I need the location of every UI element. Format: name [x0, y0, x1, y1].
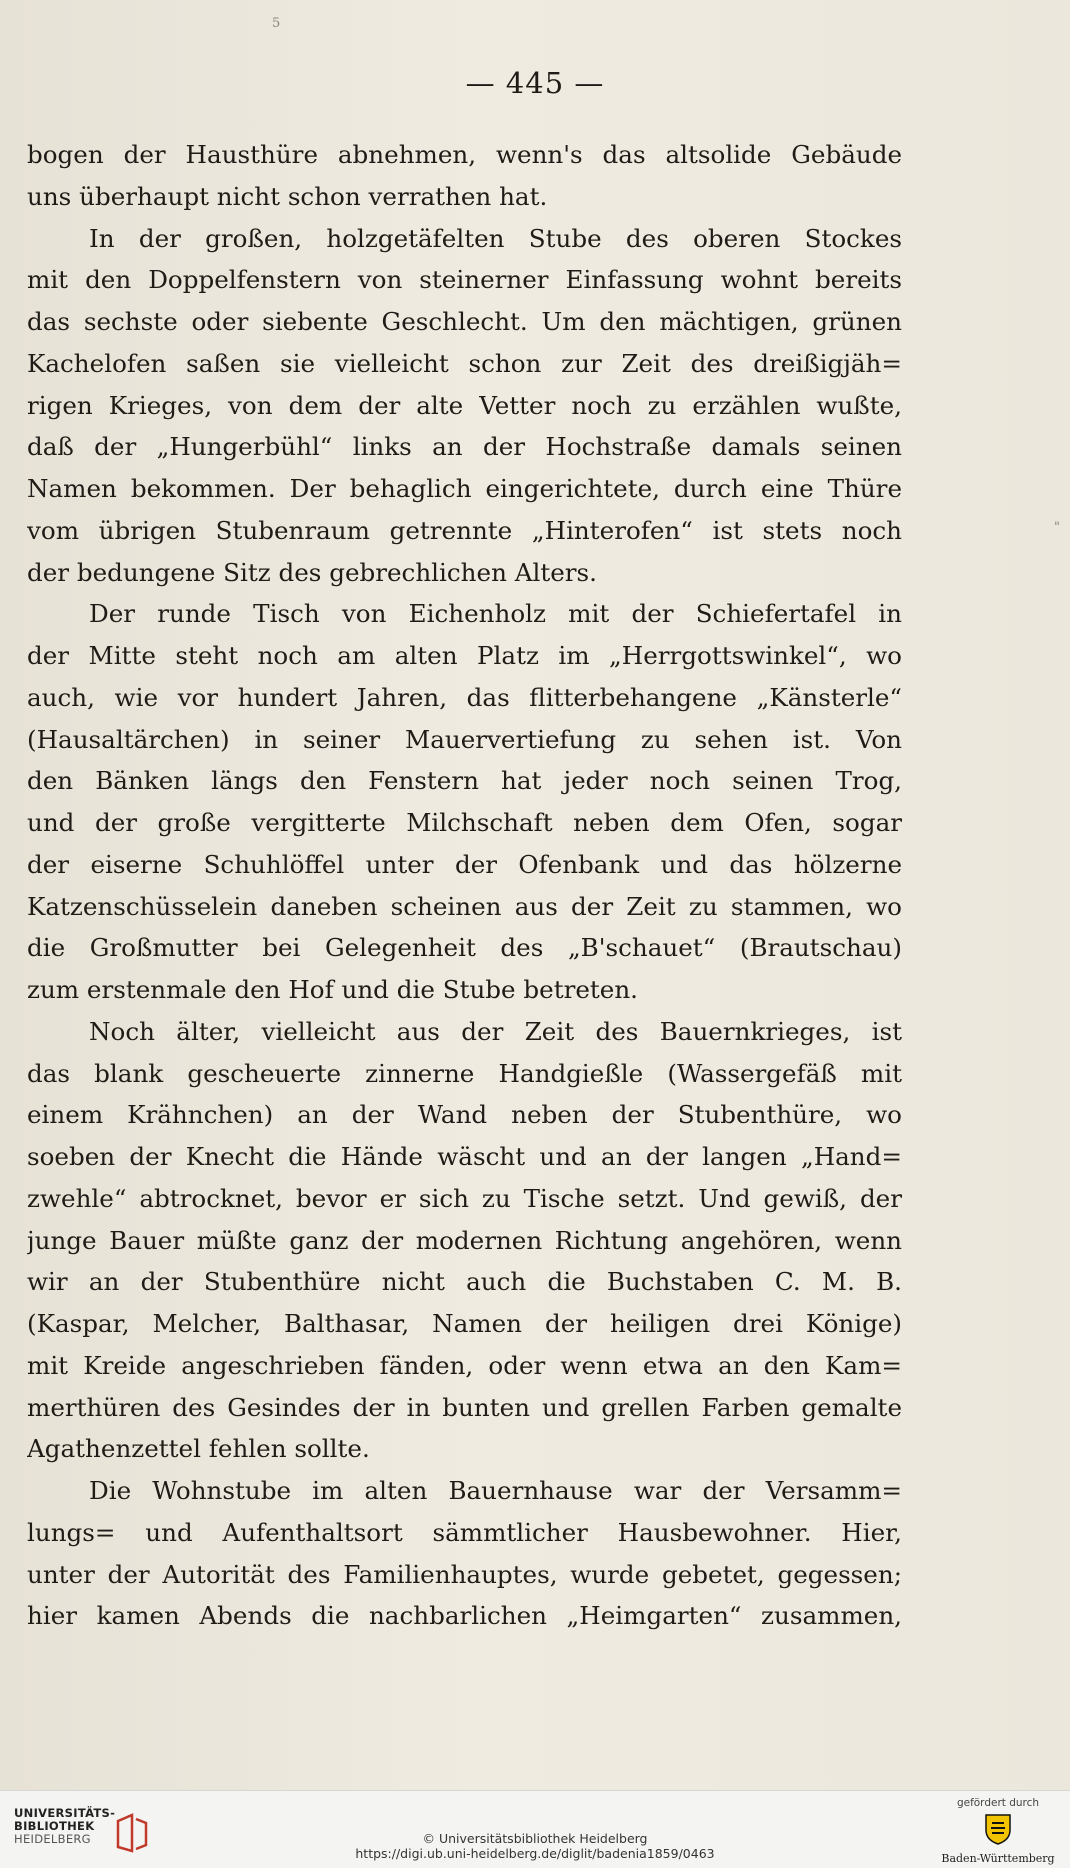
footer-bar — [0, 1790, 1070, 1868]
text-line: das sechste oder siebente Geschlecht. Um den mächtigen, grünen — [27, 307, 902, 336]
page-number: — 445 — — [465, 66, 605, 100]
text-line: (Hausaltärchen) in seiner Mauervertiefung zu sehen ist. Von — [27, 724, 902, 754]
margin-mark: " — [1054, 520, 1060, 535]
text-line: Kachelofen saßen sie vielleicht schon zur Zeit des dreißigjäh= — [27, 348, 902, 378]
state-seal-icon — [983, 1812, 1013, 1846]
copyright-text: © Universitätsbibliothek Heidelberg — [422, 1831, 648, 1846]
text-line: Der runde Tisch von Eichenholz mit der Schiefertafel in — [89, 599, 902, 629]
text-line: hier kamen Abends die nachbarlichen „Heimgarten“ zusammen, — [27, 1601, 902, 1631]
funder-name: Baden-Württemberg — [941, 1852, 1055, 1865]
text-line: junge Bauer müßte ganz der modernen Richtung angehören, wenn — [27, 1225, 902, 1255]
text-line: wir an der Stubenthüre nicht auch die Buchstaben C. M. B. — [27, 1267, 902, 1297]
text-line: daß der „Hungerbühl“ links an der Hochstraße damals seinen — [27, 432, 902, 462]
text-line: und der große vergitterte Milchschaft neben dem Ofen, sogar — [27, 808, 902, 837]
text-line: zwehle“ abtrocknet, bevor er sich zu Tische setzt. Und gewiß, der — [27, 1183, 902, 1213]
text-line: die Großmutter bei Gelegenheit des „B'schauet“ (Brautschau) — [27, 933, 902, 963]
text-line: Noch älter, vielleicht aus der Zeit des Bauernkrieges, ist — [89, 1016, 902, 1046]
text-line: soeben der Knecht die Hände wäscht und an der langen „Hand= — [27, 1142, 902, 1171]
text-line: Katzenschüsselein daneben scheinen aus der Zeit zu stammen, wo — [27, 891, 902, 921]
text-line: Namen bekommen. Der behaglich eingerichtete, durch eine Thüre — [27, 474, 902, 503]
text-line: Die Wohnstube im alten Bauernhause war der Versamm= — [89, 1476, 902, 1505]
text-line: einem Krähnchen) an der Wand neben der Stubenthüre, wo — [27, 1100, 902, 1130]
text-line: merthüren des Gesindes der in bunten und grellen Farben gemalte — [27, 1392, 902, 1422]
text-line: uns überhaupt nicht schon verrathen hat. — [27, 181, 548, 211]
text-line: Agathenzettel fehlen sollte. — [27, 1434, 370, 1464]
text-line: mit Kreide angeschrieben fänden, oder wenn etwa an den Kam= — [27, 1350, 902, 1380]
permalink-url[interactable]: https://digi.ub.uni-heidelberg.de/diglit/badenia1859/0463 — [355, 1846, 715, 1861]
text-line: der bedungene Sitz des gebrechlichen Alters. — [27, 557, 597, 587]
body-text — [27, 134, 902, 1637]
text-line: In der großen, holzgetäfelten Stube des oberen Stockes — [89, 223, 902, 253]
text-line: unter der Autorität des Familienhauptes, wurde gebetet, gegessen; — [27, 1559, 902, 1589]
text-line: auch, wie vor hundert Jahren, das flitterbehangene „Känsterle“ — [27, 682, 902, 712]
text-line: (Kaspar, Melcher, Balthasar, Namen der heiligen drei Könige) — [27, 1309, 902, 1338]
text-line: rigen Krieges, von dem der alte Vetter noch zu erzählen wußte, — [27, 390, 902, 420]
text-line: den Bänken längs den Fenstern hat jeder noch seinen Trog, — [27, 766, 902, 796]
text-line: bogen der Hausthüre abnehmen, wenn's das altsolide Gebäude — [27, 140, 902, 169]
text-line: lungs= und Aufenthaltsort sämmtlicher Hausbewohner. Hier, — [27, 1517, 902, 1547]
copyright-block — [0, 1831, 1070, 1861]
text-line: vom übrigen Stubenraum getrennte „Hinterofen“ ist stets noch — [27, 515, 902, 545]
text-line: der Mitte steht noch am alten Platz im „Herrgottswinkel“, wo — [27, 641, 902, 670]
text-line: zum erstenmale den Hof und die Stube betreten. — [27, 975, 638, 1004]
text-line: das blank gescheuerte zinnerne Handgießle (Wassergefäß mit — [27, 1058, 902, 1088]
corner-mark: 5 — [272, 16, 281, 31]
library-name: UNIVERSITÄTS- BIBLIOTHEK HEIDELBERG — [14, 1806, 116, 1846]
funding-block[interactable] — [938, 1797, 1058, 1865]
funded-label: gefördert durch — [956, 1797, 1040, 1809]
text-line: mit den Doppelfenstern von steinerner Einfassung wohnt bereits — [27, 265, 902, 295]
text-line: der eiserne Schuhlöffel unter der Ofenbank und das hölzerne — [27, 849, 902, 879]
